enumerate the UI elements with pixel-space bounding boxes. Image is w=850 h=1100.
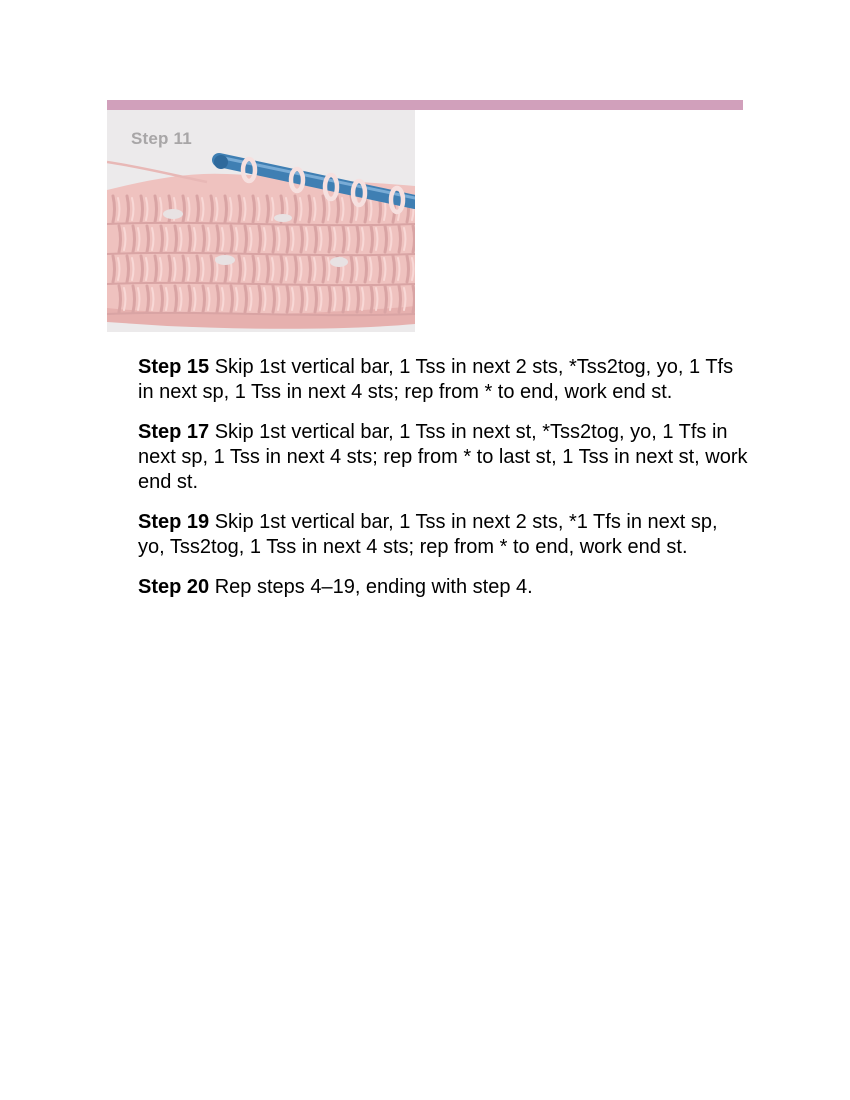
instructions	[138, 355, 748, 615]
step-label: Step 15	[138, 356, 210, 378]
step-11-photo	[107, 110, 415, 332]
step-label: Step 17	[138, 421, 210, 443]
step-text: Rep steps 4–19, ending with step 4.	[214, 576, 533, 598]
photo-caption: Step 11	[131, 129, 192, 148]
step-paragraph	[138, 355, 748, 405]
step-text: Skip 1st vertical bar, 1 Tss in next st, *Tss2tog, yo, 1 Tfs in next sp, 1 Tss in next 4 sts; rep from * to last st, 1 Tss in next st, work end st.	[138, 421, 748, 493]
step-text: Skip 1st vertical bar, 1 Tss in next 2 sts, *1 Tfs in next sp, yo, Tss2tog, 1 Tss in next 4 sts; rep from * to end, work end st.	[138, 511, 718, 558]
step-text: Skip 1st vertical bar, 1 Tss in next 2 sts, *Tss2tog, yo, 1 Tfs in next sp, 1 Tss in next 4 sts; rep from * to end, work end st.	[138, 356, 734, 403]
step-label: Step 19	[138, 511, 210, 533]
step-label: Step 20	[138, 576, 210, 598]
accent-bar	[107, 100, 743, 110]
step-paragraph	[138, 420, 748, 495]
step-paragraph	[138, 510, 748, 560]
step-paragraph	[138, 575, 748, 600]
